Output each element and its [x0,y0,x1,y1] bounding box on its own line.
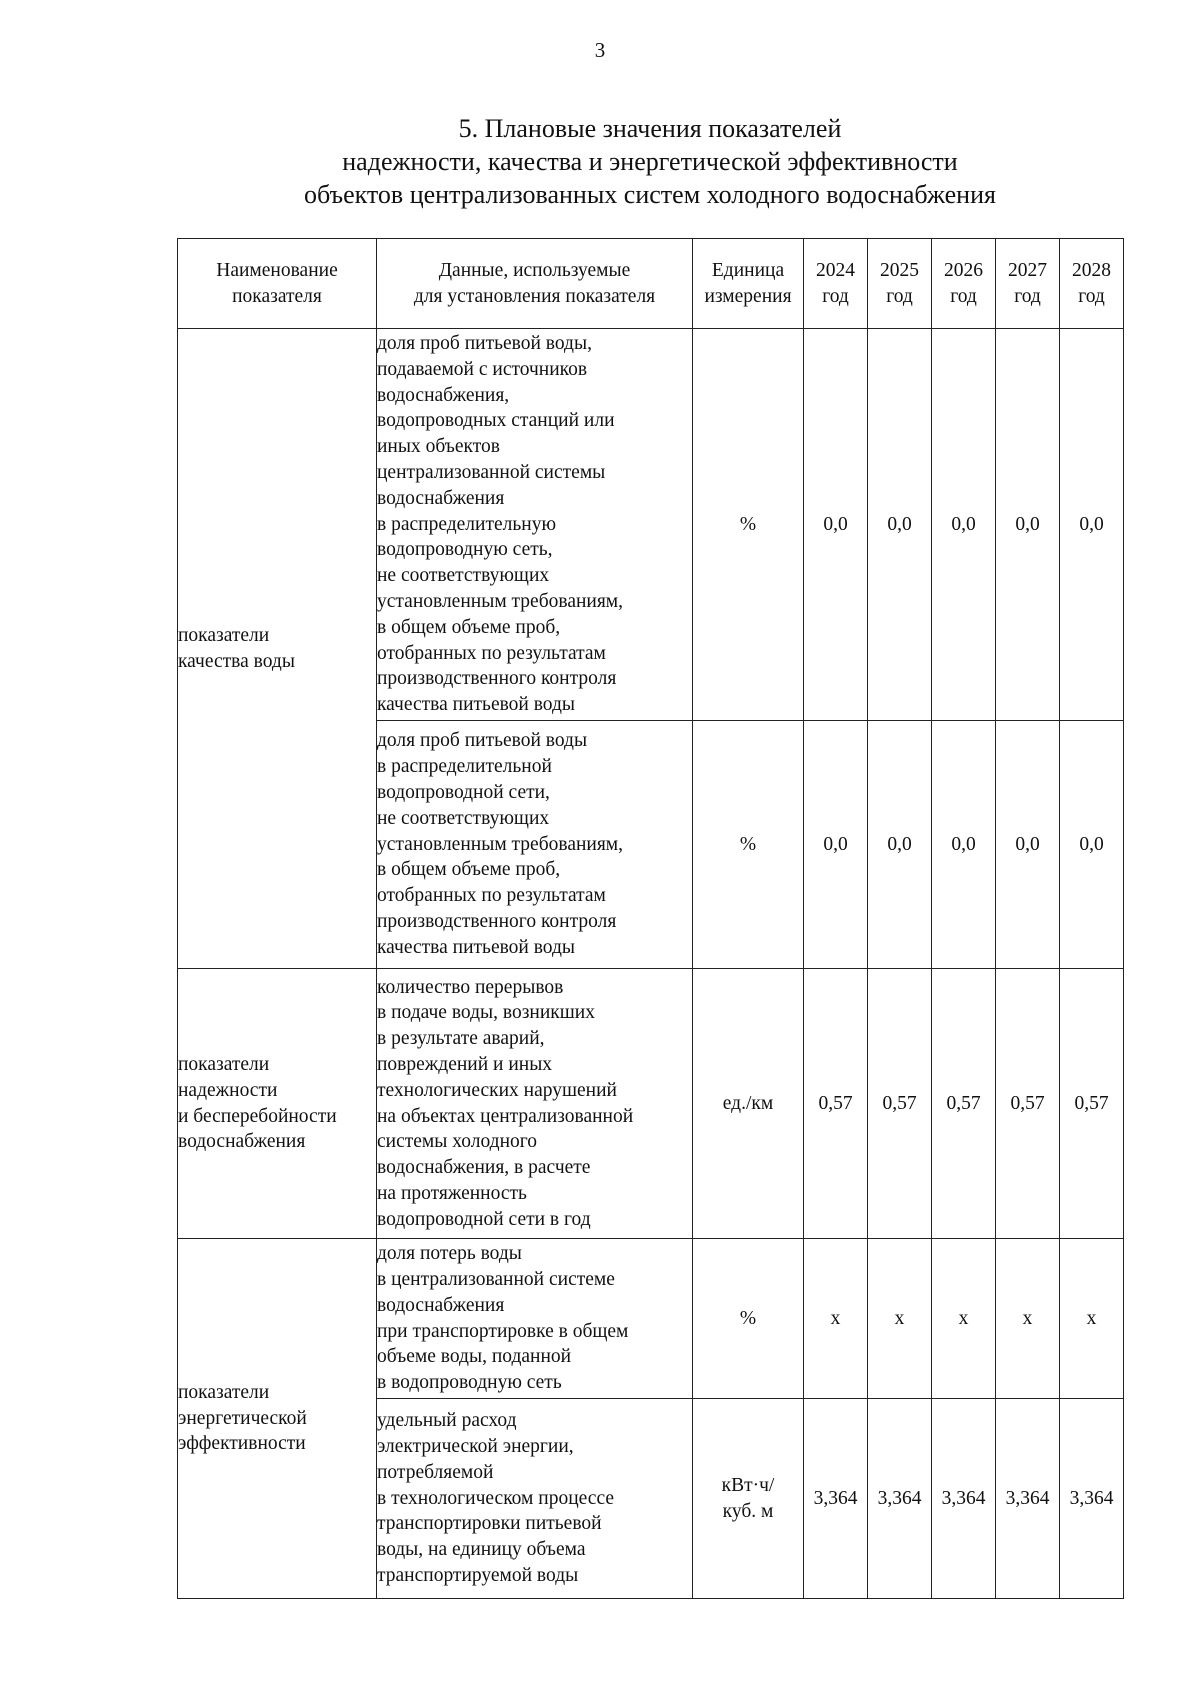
header-unit: Единица измерения [693,239,804,329]
year-value: 0,57 [1060,969,1124,1239]
indicator-description-line: в централизованной системе [377,1268,615,1290]
indicator-description-line: доля проб питьевой воды [377,730,588,752]
year-value: 3,364 [804,1399,868,1599]
header-year-2026: 2026 год [932,239,996,329]
year-value: 0,0 [868,721,932,969]
indicator-group-name-line: показатели [178,1053,270,1075]
indicator-description-line: отобранных по результатам [377,642,606,664]
page-number: 3 [594,38,606,62]
indicator-description-line: в результате аварий, [377,1028,545,1050]
year-value: x [996,1239,1060,1399]
indicator-group-name [178,329,377,969]
year-value: 3,364 [868,1399,932,1599]
indicator-description-line: водопроводной сети в год [377,1208,591,1230]
indicator-group-name [178,1239,377,1599]
indicator-description-line: водоснабжения, в расчете [377,1157,591,1179]
indicator-description [377,329,693,721]
unit-line: % [739,513,757,535]
year-value: 3,364 [1060,1399,1124,1599]
year-value: x [804,1239,868,1399]
year-value: x [868,1239,932,1399]
indicator-description-line: удельный расход [377,1410,517,1432]
indicator-group-name-line: и бесперебойности [178,1105,337,1127]
year-value: 0,0 [868,329,932,721]
indicators-table [177,238,1124,1599]
indicator-description-line: не соответствующих [377,565,550,587]
indicator-description-line: отобранных по результатам [377,885,606,907]
indicator-description-line: повреждений и иных [377,1053,553,1075]
indicator-description-line: воды, на единицу объема [377,1539,586,1561]
unit-line: ед./км [722,1092,774,1114]
indicator-description-line: водопроводной сети, [377,782,550,803]
year-value: 0,0 [932,721,996,969]
indicator-group-name-line: надежности [178,1079,278,1101]
unit-line: % [739,1307,757,1329]
title-line: надежности, качества и энергетической эффективности [342,147,958,176]
indicator-group-name-line: эффективности [178,1433,306,1455]
indicator-description-line: на протяженность [377,1182,527,1204]
indicator-description-line: качества питьевой воды [377,694,576,716]
indicator-description-line: водоснабжения, [377,384,510,406]
year-value: x [932,1239,996,1399]
header-year-2025: 2025 год [868,239,932,329]
indicator-description-line: установленным требованиям, [377,590,624,612]
year-value: x [1060,1239,1124,1399]
year-value: 3,364 [932,1399,996,1599]
indicator-description-line: централизованной системы [377,462,606,483]
year-value: 0,0 [1060,329,1124,721]
indicator-description-line: на объектах централизованной [377,1105,634,1127]
year-value: 0,0 [804,721,868,969]
indicator-description-line: иных объектов [377,436,500,458]
year-value: 0,57 [996,969,1060,1239]
indicator-description-line: не соответствующих [377,807,550,829]
indicator-description [377,1399,693,1599]
indicator-description-line: водопроводную сеть, [377,539,553,561]
year-value: 0,57 [868,969,932,1239]
header-year-2024: 2024 год [804,239,868,329]
indicator-group-name-line: качества воды [178,650,295,672]
indicator-description-line: в водопроводную сеть [377,1372,562,1394]
indicator-description-line: системы холодного [377,1131,538,1153]
indicator-description [377,1239,693,1399]
year-value: 0,0 [996,329,1060,721]
indicator-group-name-line: водоснабжения [178,1131,306,1153]
indicator-description-line: доля проб питьевой воды, [377,333,592,355]
indicator-description-line: водоснабжения [377,487,505,509]
unit-line: куб. м [722,1500,774,1522]
indicator-description-line: в технологическом процессе [377,1487,614,1509]
unit-of-measure [693,969,804,1239]
year-value: 0,0 [996,721,1060,969]
unit-line: кВт·ч/ [721,1474,775,1496]
table-header-row [178,239,1124,329]
title-line: объектов централизованных систем холодного водоснабжения [304,180,996,209]
indicator-description-line: в общем объеме проб, [377,616,561,638]
indicator-description-line: потребляемой [377,1461,494,1483]
year-value: 0,57 [932,969,996,1239]
unit-of-measure [693,329,804,721]
title-line: 5. Плановые значения показателей [458,114,842,143]
table-row [178,329,1124,721]
indicator-group-name [178,969,377,1239]
indicator-description-line: при транспортировке в общем [377,1320,629,1342]
indicator-description-line: производственного контроля [377,668,617,690]
table-row [178,969,1124,1239]
year-value: 0,0 [804,329,868,721]
indicator-description-line: водопроводных станций или [377,410,615,432]
unit-of-measure [693,1239,804,1399]
indicator-description [377,969,693,1239]
indicator-description [377,721,693,969]
table-body [178,329,1124,1599]
header-indicator-name: Наименование показателя [178,239,377,329]
indicator-description-line: транспортируемой воды [377,1564,579,1586]
year-value: 3,364 [996,1399,1060,1599]
indicator-description-line: объеме воды, поданной [377,1346,572,1368]
year-value: 0,0 [932,329,996,721]
indicator-description-line: транспортировки питьевой [377,1513,602,1535]
indicator-description-line: качества питьевой воды [377,936,576,958]
year-value: 0,0 [1060,721,1124,969]
indicator-group-name-line: показатели [178,624,270,646]
indicator-description-line: технологических нарушений [377,1079,617,1101]
indicator-group-name-line: энергетической [178,1407,307,1429]
indicator-description-line: установленным требованиям, [377,833,624,855]
indicator-description-line: доля потерь воды [377,1243,522,1265]
unit-of-measure [693,1399,804,1599]
indicator-description-line: производственного контроля [377,910,617,932]
unit-of-measure [693,721,804,969]
indicator-description-line: в распределительной [377,756,552,778]
indicator-description-line: в общем объеме проб, [377,859,561,881]
table-row [178,1239,1124,1399]
unit-line: % [739,833,757,855]
indicator-description-line: водоснабжения [377,1294,505,1316]
header-data-used: Данные, используемые для установления показателя [377,239,693,329]
indicator-description-line: в распределительную [377,513,557,535]
indicator-description-line: подаваемой с источников [377,358,588,380]
year-value: 0,57 [804,969,868,1239]
header-year-2027: 2027 год [996,239,1060,329]
indicator-group-name-line: показатели [178,1381,270,1403]
indicator-description-line: электрической энергии, [377,1436,574,1457]
header-year-2028: 2028 год [1060,239,1124,329]
indicator-description-line: количество перерывов [377,976,564,998]
page-title [200,112,1100,211]
indicator-description-line: в подаче воды, возникших [377,1002,595,1024]
